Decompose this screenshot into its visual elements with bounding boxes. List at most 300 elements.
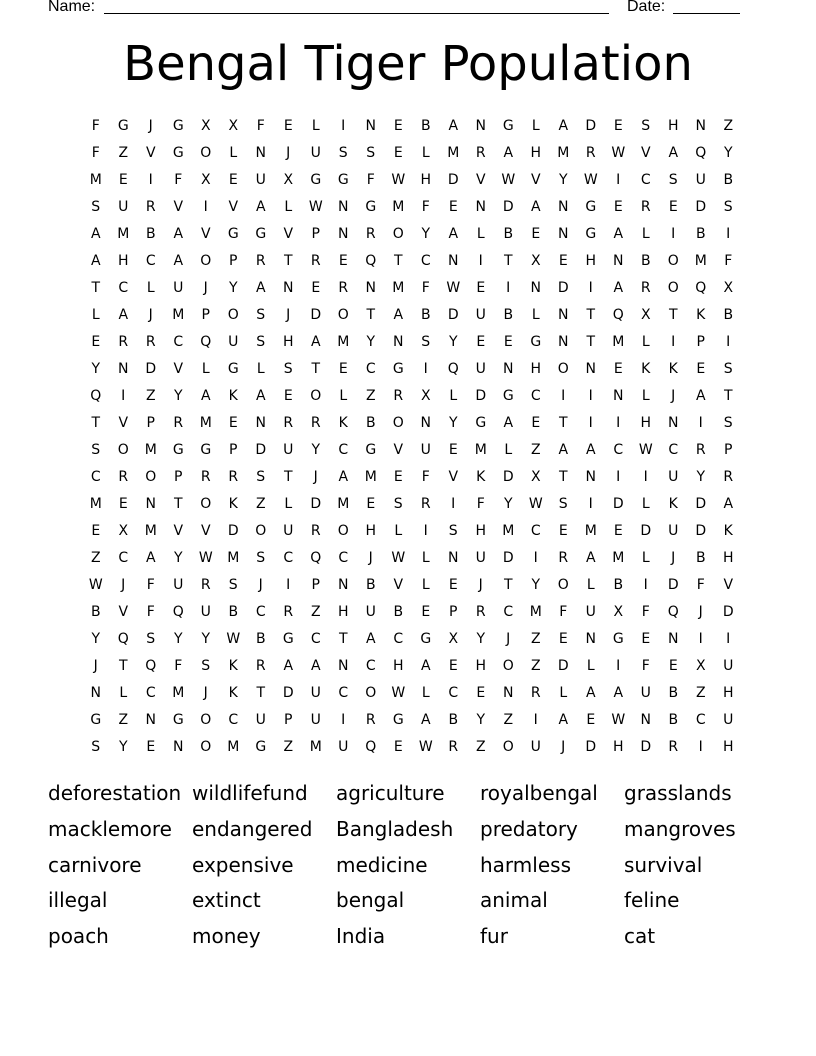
grid-letter: G bbox=[585, 199, 597, 215]
grid-letter: C bbox=[503, 604, 514, 620]
grid-letter: Q bbox=[310, 550, 322, 566]
word-item: money bbox=[192, 924, 261, 949]
grid-letter: W bbox=[501, 172, 516, 188]
grid-letter: I bbox=[561, 388, 566, 404]
grid-letter: H bbox=[530, 145, 542, 161]
grid-letter: D bbox=[640, 739, 652, 755]
grid-letter: J bbox=[286, 307, 291, 323]
grid-letter: F bbox=[146, 604, 155, 620]
grid-letter: T bbox=[558, 415, 568, 431]
grid-letter: S bbox=[228, 577, 238, 593]
grid-letter: L bbox=[256, 361, 265, 377]
grid-letter: G bbox=[255, 739, 267, 755]
grid-letter: U bbox=[640, 685, 651, 701]
grid-letter: O bbox=[117, 442, 129, 458]
grid-letter: C bbox=[118, 280, 129, 296]
grid-letter: C bbox=[640, 172, 651, 188]
grid-letter: K bbox=[228, 388, 238, 404]
grid-letter: B bbox=[90, 604, 101, 620]
grid-letter: D bbox=[282, 685, 294, 701]
grid-row bbox=[82, 302, 742, 329]
word-item: survival bbox=[624, 852, 703, 877]
grid-letter: M bbox=[392, 280, 405, 296]
grid-letter: V bbox=[118, 604, 129, 620]
grid-letter: D bbox=[695, 199, 707, 215]
grid-letter: G bbox=[227, 361, 239, 377]
grid-letter: D bbox=[612, 496, 624, 512]
grid-letter: A bbox=[503, 415, 514, 431]
grid-letter: L bbox=[421, 550, 430, 566]
grid-letter: W bbox=[638, 442, 653, 458]
grid-letter: B bbox=[640, 253, 651, 269]
grid-letter: L bbox=[531, 118, 540, 134]
grid-letter: X bbox=[228, 118, 239, 134]
grid-letter: T bbox=[723, 388, 733, 404]
grid-letter: D bbox=[695, 523, 707, 539]
grid-letter: O bbox=[200, 145, 212, 161]
grid-letter: L bbox=[559, 685, 568, 701]
grid-letter: F bbox=[724, 253, 733, 269]
grid-letter: C bbox=[530, 388, 541, 404]
grid-letter: J bbox=[148, 118, 153, 134]
grid-letter: O bbox=[392, 226, 404, 242]
grid-letter: G bbox=[227, 226, 239, 242]
grid-letter: G bbox=[392, 712, 404, 728]
grid-letter: F bbox=[174, 658, 183, 674]
grid-letter: N bbox=[255, 145, 266, 161]
grid-letter: U bbox=[310, 712, 321, 728]
grid-letter: R bbox=[558, 550, 569, 566]
grid-letter: G bbox=[172, 118, 184, 134]
grid-letter: J bbox=[148, 307, 153, 323]
grid-letter: U bbox=[283, 523, 294, 539]
grid-letter: A bbox=[393, 307, 404, 323]
grid-letter: L bbox=[504, 442, 513, 458]
grid-letter: D bbox=[145, 361, 157, 377]
grid-letter: F bbox=[696, 577, 705, 593]
grid-letter: U bbox=[255, 712, 266, 728]
grid-letter: T bbox=[283, 253, 293, 269]
grid-letter: Y bbox=[558, 172, 568, 188]
grid-letter: G bbox=[502, 118, 514, 134]
grid-letter: I bbox=[341, 118, 346, 134]
grid-row bbox=[82, 680, 742, 707]
grid-letter: A bbox=[338, 469, 349, 485]
grid-letter: O bbox=[200, 739, 212, 755]
grid-letter: A bbox=[90, 253, 101, 269]
grid-letter: T bbox=[256, 685, 266, 701]
grid-letter: A bbox=[90, 226, 101, 242]
grid-letter: B bbox=[503, 307, 514, 323]
grid-letter: Y bbox=[311, 442, 321, 458]
grid-letter: D bbox=[502, 469, 514, 485]
grid-letter: L bbox=[229, 145, 238, 161]
grid-letter: I bbox=[643, 577, 648, 593]
grid-letter: S bbox=[668, 172, 678, 188]
grid-letter: V bbox=[393, 442, 404, 458]
grid-letter: S bbox=[256, 550, 266, 566]
grid-letter: A bbox=[613, 226, 624, 242]
grid-letter: G bbox=[255, 226, 267, 242]
grid-letter: A bbox=[420, 658, 431, 674]
grid-letter: W bbox=[226, 631, 241, 647]
grid-letter: Z bbox=[145, 388, 156, 404]
grid-letter: I bbox=[698, 739, 703, 755]
grid-letter: I bbox=[726, 226, 731, 242]
grid-row bbox=[82, 437, 742, 464]
grid-letter: R bbox=[145, 199, 156, 215]
grid-letter: I bbox=[341, 712, 346, 728]
grid-letter: R bbox=[255, 658, 266, 674]
grid-letter: D bbox=[475, 388, 487, 404]
grid-letter: P bbox=[229, 442, 238, 458]
grid-letter: N bbox=[393, 334, 404, 350]
grid-letter: I bbox=[451, 496, 456, 512]
grid-letter: Y bbox=[173, 388, 183, 404]
grid-letter: E bbox=[366, 496, 376, 512]
grid-letter: T bbox=[668, 307, 678, 323]
grid-letter: Y bbox=[723, 145, 733, 161]
grid-letter: F bbox=[366, 172, 375, 188]
grid-letter: V bbox=[118, 415, 129, 431]
grid-letter: N bbox=[475, 199, 486, 215]
grid-letter: C bbox=[118, 550, 129, 566]
grid-letter: H bbox=[640, 415, 652, 431]
grid-letter: W bbox=[391, 550, 406, 566]
grid-letter: V bbox=[723, 577, 734, 593]
grid-letter: I bbox=[726, 334, 731, 350]
grid-letter: F bbox=[559, 604, 568, 620]
grid-letter: H bbox=[420, 172, 432, 188]
grid-letter: E bbox=[393, 469, 403, 485]
grid-letter: M bbox=[557, 145, 570, 161]
grid-letter: B bbox=[695, 550, 706, 566]
grid-letter: E bbox=[448, 199, 458, 215]
word-row bbox=[48, 848, 768, 884]
grid-letter: S bbox=[256, 307, 266, 323]
grid-letter: B bbox=[503, 226, 514, 242]
grid-letter: M bbox=[529, 604, 542, 620]
grid-letter: E bbox=[338, 253, 348, 269]
grid-letter: D bbox=[585, 739, 597, 755]
grid-letter: D bbox=[227, 523, 239, 539]
grid-letter: X bbox=[530, 253, 541, 269]
grid-letter: F bbox=[91, 145, 100, 161]
grid-letter: D bbox=[310, 496, 322, 512]
grid-letter: E bbox=[531, 226, 541, 242]
grid-letter: N bbox=[145, 496, 156, 512]
grid-row bbox=[82, 140, 742, 167]
grid-letter: E bbox=[283, 388, 293, 404]
grid-letter: I bbox=[698, 415, 703, 431]
grid-letter: F bbox=[641, 604, 650, 620]
grid-letter: M bbox=[89, 172, 102, 188]
grid-letter: G bbox=[530, 334, 542, 350]
word-item: royalbengal bbox=[480, 781, 598, 805]
grid-letter: Z bbox=[310, 604, 321, 620]
grid-letter: U bbox=[310, 685, 321, 701]
word-item: harmless bbox=[480, 852, 571, 877]
grid-letter: A bbox=[448, 226, 459, 242]
grid-row bbox=[82, 194, 742, 221]
grid-letter: E bbox=[448, 442, 458, 458]
grid-letter: V bbox=[145, 145, 156, 161]
grid-letter: E bbox=[558, 253, 568, 269]
grid-letter: U bbox=[255, 172, 266, 188]
grid-letter: U bbox=[695, 172, 706, 188]
grid-letter: R bbox=[200, 469, 211, 485]
grid-letter: I bbox=[506, 280, 511, 296]
grid-letter: U bbox=[420, 442, 431, 458]
grid-letter: J bbox=[506, 631, 511, 647]
grid-letter: M bbox=[612, 334, 625, 350]
grid-letter: C bbox=[338, 442, 349, 458]
grid-letter: M bbox=[309, 739, 322, 755]
grid-letter: O bbox=[145, 469, 157, 485]
grid-letter: C bbox=[145, 253, 156, 269]
grid-letter: N bbox=[338, 226, 349, 242]
grid-letter: E bbox=[118, 172, 128, 188]
grid-letter: Q bbox=[695, 145, 707, 161]
grid-letter: Q bbox=[172, 604, 184, 620]
word-item: grasslands bbox=[624, 781, 732, 805]
grid-letter: A bbox=[503, 145, 514, 161]
grid-letter: M bbox=[172, 685, 185, 701]
grid-letter: V bbox=[640, 145, 651, 161]
grid-letter: G bbox=[392, 361, 404, 377]
grid-letter: Z bbox=[530, 442, 541, 458]
grid-letter: A bbox=[310, 658, 321, 674]
grid-letter: D bbox=[447, 307, 459, 323]
grid-letter: M bbox=[89, 496, 102, 512]
grid-letter: V bbox=[228, 199, 239, 215]
grid-letter: R bbox=[283, 415, 294, 431]
grid-letter: N bbox=[530, 280, 541, 296]
grid-letter: M bbox=[612, 550, 625, 566]
grid-letter: S bbox=[448, 523, 458, 539]
page-title: Bengal Tiger Population bbox=[123, 36, 693, 92]
grid-letter: J bbox=[121, 577, 126, 593]
grid-letter: O bbox=[667, 280, 679, 296]
grid-letter: K bbox=[668, 361, 678, 377]
grid-letter: X bbox=[283, 172, 294, 188]
grid-letter: E bbox=[448, 577, 458, 593]
grid-letter: N bbox=[585, 361, 596, 377]
grid-letter: D bbox=[640, 523, 652, 539]
grid-letter: P bbox=[174, 469, 183, 485]
grid-letter: K bbox=[228, 496, 238, 512]
grid-letter: L bbox=[476, 226, 485, 242]
grid-letter: Q bbox=[447, 361, 459, 377]
grid-letter: U bbox=[118, 199, 129, 215]
grid-letter: I bbox=[121, 388, 126, 404]
grid-letter: G bbox=[612, 631, 624, 647]
grid-letter: B bbox=[365, 577, 376, 593]
grid-letter: C bbox=[695, 712, 706, 728]
grid-letter: X bbox=[200, 118, 211, 134]
grid-letter: E bbox=[613, 361, 623, 377]
grid-letter: D bbox=[585, 118, 597, 134]
grid-letter: E bbox=[118, 496, 128, 512]
grid-letter: C bbox=[228, 712, 239, 728]
grid-letter: U bbox=[530, 739, 541, 755]
grid-letter: M bbox=[392, 199, 405, 215]
grid-letter: R bbox=[365, 712, 376, 728]
word-item: poach bbox=[48, 924, 109, 949]
grid-letter: L bbox=[119, 685, 128, 701]
grid-letter: E bbox=[393, 739, 403, 755]
grid-letter: K bbox=[641, 361, 651, 377]
grid-letter: G bbox=[90, 712, 102, 728]
grid-letter: B bbox=[668, 685, 679, 701]
grid-letter: S bbox=[91, 442, 101, 458]
grid-letter: N bbox=[640, 712, 651, 728]
grid-letter: R bbox=[145, 334, 156, 350]
grid-letter: S bbox=[91, 739, 101, 755]
grid-letter: M bbox=[447, 145, 460, 161]
grid-letter: L bbox=[641, 388, 650, 404]
date-label: Date: bbox=[627, 0, 666, 15]
grid-row bbox=[82, 383, 742, 410]
grid-letter: W bbox=[528, 496, 543, 512]
grid-letter: P bbox=[201, 307, 210, 323]
grid-letter: A bbox=[448, 118, 459, 134]
word-item: animal bbox=[480, 888, 548, 913]
grid-letter: A bbox=[255, 199, 266, 215]
grid-letter: U bbox=[338, 739, 349, 755]
grid-letter: Y bbox=[228, 280, 238, 296]
grid-letter: R bbox=[118, 469, 129, 485]
grid-letter: N bbox=[613, 253, 624, 269]
grid-letter: I bbox=[423, 523, 428, 539]
grid-letter: N bbox=[695, 118, 706, 134]
grid-letter: L bbox=[421, 685, 430, 701]
grid-letter: I bbox=[588, 388, 593, 404]
grid-row bbox=[82, 599, 742, 626]
grid-letter: C bbox=[668, 442, 679, 458]
grid-letter: P bbox=[229, 253, 238, 269]
grid-letter: E bbox=[91, 334, 101, 350]
grid-letter: I bbox=[478, 253, 483, 269]
grid-letter: E bbox=[696, 361, 706, 377]
grid-letter: L bbox=[394, 523, 403, 539]
grid-letter: C bbox=[530, 523, 541, 539]
grid-letter: L bbox=[421, 577, 430, 593]
grid-letter: W bbox=[198, 550, 213, 566]
grid-letter: N bbox=[118, 361, 129, 377]
grid-letter: H bbox=[475, 523, 487, 539]
grid-letter: I bbox=[726, 631, 731, 647]
grid-letter: X bbox=[448, 631, 459, 647]
grid-letter: N bbox=[448, 253, 459, 269]
grid-letter: U bbox=[668, 523, 679, 539]
grid-letter: O bbox=[200, 496, 212, 512]
grid-letter: T bbox=[503, 577, 513, 593]
grid-letter: R bbox=[448, 739, 459, 755]
grid-letter: Z bbox=[118, 145, 129, 161]
grid-letter: W bbox=[446, 280, 461, 296]
grid-letter: W bbox=[308, 199, 323, 215]
grid-letter: P bbox=[449, 604, 458, 620]
grid-letter: C bbox=[283, 550, 294, 566]
grid-letter: N bbox=[585, 469, 596, 485]
grid-letter: R bbox=[200, 577, 211, 593]
word-item: feline bbox=[624, 888, 680, 913]
grid-letter: D bbox=[502, 550, 514, 566]
word-item: illegal bbox=[48, 888, 108, 913]
grid-letter: Z bbox=[530, 631, 541, 647]
grid-row bbox=[82, 113, 742, 140]
grid-letter: T bbox=[91, 280, 101, 296]
grid-letter: B bbox=[420, 118, 431, 134]
grid-letter: B bbox=[613, 577, 624, 593]
grid-letter: A bbox=[585, 550, 596, 566]
grid-letter: A bbox=[585, 442, 596, 458]
grid-letter: Y bbox=[503, 496, 513, 512]
grid-letter: D bbox=[447, 172, 459, 188]
grid-letter: N bbox=[365, 118, 376, 134]
grid-letter: C bbox=[613, 442, 624, 458]
grid-letter: J bbox=[698, 604, 703, 620]
grid-letter: L bbox=[284, 199, 293, 215]
grid-letter: C bbox=[255, 604, 266, 620]
grid-letter: R bbox=[393, 388, 404, 404]
word-item: extinct bbox=[192, 888, 261, 913]
grid-letter: U bbox=[723, 712, 734, 728]
grid-letter: T bbox=[91, 415, 101, 431]
grid-letter: G bbox=[200, 442, 212, 458]
grid-letter: T bbox=[338, 631, 348, 647]
grid-letter: Z bbox=[283, 739, 294, 755]
grid-letter: N bbox=[338, 658, 349, 674]
grid-letter: T bbox=[586, 334, 596, 350]
grid-letter: E bbox=[283, 118, 293, 134]
word-item: carnivore bbox=[48, 852, 142, 877]
word-item: mangroves bbox=[624, 816, 736, 841]
grid-letter: J bbox=[313, 469, 318, 485]
grid-letter: F bbox=[641, 658, 650, 674]
grid-letter: K bbox=[476, 469, 486, 485]
grid-letter: A bbox=[585, 685, 596, 701]
grid-letter: X bbox=[530, 469, 541, 485]
grid-letter: J bbox=[561, 739, 566, 755]
grid-letter: E bbox=[448, 658, 458, 674]
grid-letter: T bbox=[558, 469, 568, 485]
grid-letter: V bbox=[530, 172, 541, 188]
word-item: macklemore bbox=[48, 816, 172, 841]
grid-letter: I bbox=[698, 631, 703, 647]
grid-letter: T bbox=[118, 658, 128, 674]
grid-letter: E bbox=[311, 280, 321, 296]
grid-letter: Q bbox=[667, 604, 679, 620]
grid-letter: Z bbox=[695, 685, 706, 701]
grid-row bbox=[82, 518, 742, 545]
grid-letter: X bbox=[200, 172, 211, 188]
grid-letter: Z bbox=[503, 712, 514, 728]
grid-row bbox=[82, 653, 742, 680]
grid-letter: D bbox=[557, 280, 569, 296]
grid-letter: Y bbox=[201, 631, 211, 647]
grid-letter: K bbox=[228, 685, 238, 701]
grid-letter: S bbox=[91, 199, 101, 215]
grid-letter: P bbox=[284, 712, 293, 728]
grid-letter: T bbox=[503, 253, 513, 269]
grid-letter: H bbox=[612, 739, 624, 755]
grid-row bbox=[82, 248, 742, 275]
grid-letter: E bbox=[228, 415, 238, 431]
grid-letter: E bbox=[503, 334, 513, 350]
grid-letter: X bbox=[118, 523, 129, 539]
